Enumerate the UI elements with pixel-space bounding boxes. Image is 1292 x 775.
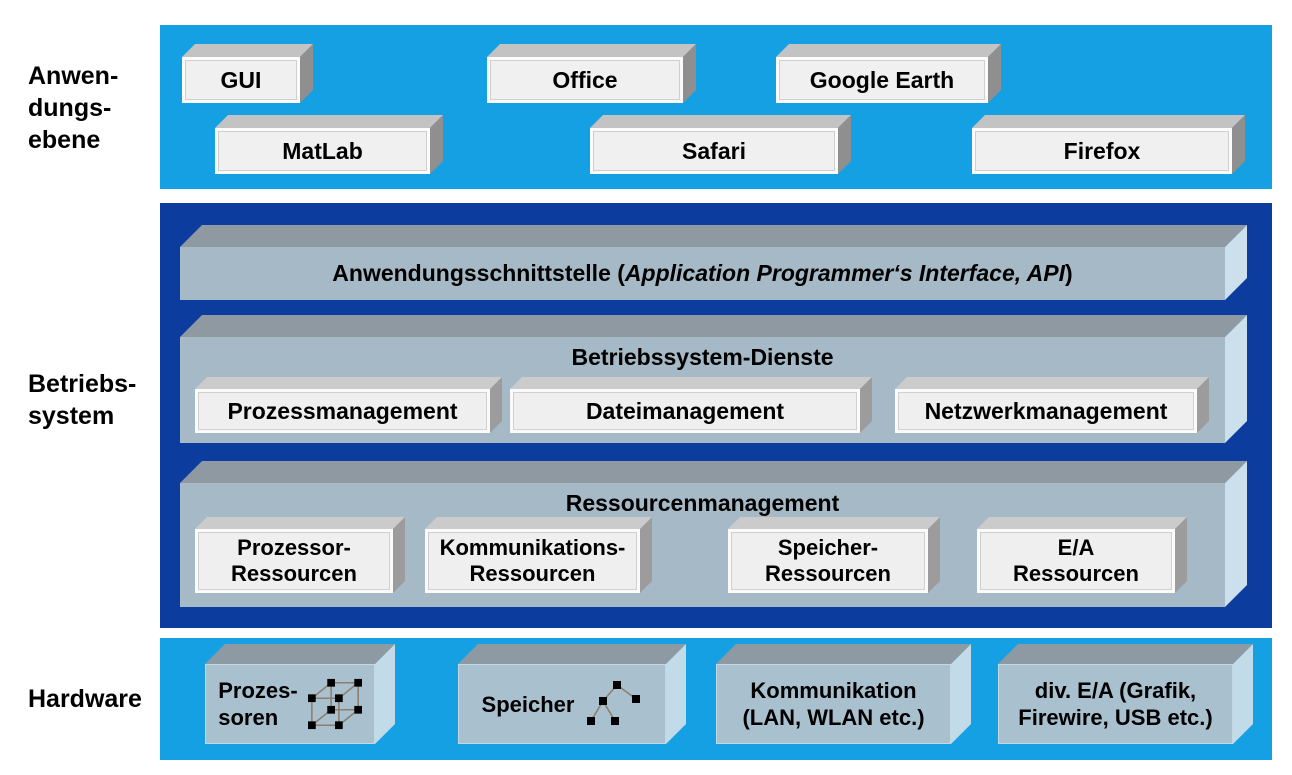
app-box-safari-label: Safari xyxy=(682,137,746,164)
resources-panel-title: Ressourcenmanagement xyxy=(565,490,840,516)
label-application-line2: dungs- xyxy=(28,94,112,122)
hw-box-processors-line2: soren xyxy=(218,705,279,730)
services-panel-title: Betriebssystem-Dienste xyxy=(571,344,834,370)
service-box-network-management xyxy=(895,389,1197,433)
hw-box-memory xyxy=(458,664,666,744)
hw-box-memory-label xyxy=(482,691,575,718)
resource-box-processor xyxy=(195,529,393,593)
hw-box-processors-label xyxy=(218,677,297,731)
hw-box-communication-label xyxy=(742,677,924,731)
label-hardware-layer xyxy=(28,683,142,715)
resource-box-communication xyxy=(425,529,640,593)
app-box-firefox xyxy=(972,128,1232,174)
app-box-google-earth xyxy=(776,57,988,103)
api-bar xyxy=(180,247,1225,300)
app-box-firefox-label: Firefox xyxy=(1063,137,1141,164)
app-box-google-earth-label: Google Earth xyxy=(809,66,955,93)
resources-panel xyxy=(180,483,1225,607)
app-box-matlab xyxy=(215,128,430,174)
service-box-file-management-label: Dateimanagement xyxy=(585,397,785,424)
label-os-line2: system xyxy=(28,402,115,430)
resource-box-io-line1: E/A xyxy=(1057,535,1095,560)
application-layer-band xyxy=(160,25,1272,189)
label-application-line3: ebene xyxy=(28,126,101,154)
service-box-process-management-label: Prozessmanagement xyxy=(227,397,458,424)
hw-box-communication-line2: (LAN, WLAN etc.) xyxy=(742,705,925,730)
os-layer-band xyxy=(160,203,1272,628)
hw-box-io-line1: div. E/A (Grafik, xyxy=(1034,678,1197,703)
resource-box-memory xyxy=(728,529,928,593)
hw-box-communication-line1: Kommunikation xyxy=(750,678,917,703)
label-application-layer xyxy=(28,60,118,156)
tree-icon xyxy=(584,679,642,729)
hw-box-communication xyxy=(716,664,951,744)
label-hardware: Hardware xyxy=(28,685,142,713)
resource-box-processor-line1: Prozessor- xyxy=(237,535,351,560)
resource-box-processor-line2: Ressourcen xyxy=(231,561,357,586)
app-box-office xyxy=(487,57,683,103)
api-bar-label-close: ) xyxy=(1065,260,1073,286)
app-box-safari xyxy=(590,128,838,174)
label-os-layer xyxy=(28,368,136,432)
resource-box-io-line2: Ressourcen xyxy=(1013,561,1139,586)
app-box-office-label: Office xyxy=(552,66,618,93)
service-box-network-management-label: Netzwerkmanagement xyxy=(924,397,1168,424)
app-box-matlab-label: MatLab xyxy=(282,137,363,164)
resource-box-memory-line1: Speicher- xyxy=(777,535,879,560)
api-bar-label-italic: Application Programmer‘s Interface, API xyxy=(624,260,1066,286)
hw-box-memory-line1: Speicher xyxy=(481,691,575,717)
hardware-layer-band xyxy=(160,638,1272,760)
cube-network-icon xyxy=(308,676,362,732)
resource-box-communication-line2: Ressourcen xyxy=(469,561,596,586)
app-box-gui-label: GUI xyxy=(220,66,262,93)
resource-box-memory-line2: Ressourcen xyxy=(765,561,891,586)
resource-box-communication-line1: Kommunikations- xyxy=(439,535,626,560)
app-box-gui xyxy=(182,57,300,103)
service-box-process-management xyxy=(195,389,490,433)
resource-box-io xyxy=(977,529,1175,593)
hw-box-io-line2: Firewire, USB etc.) xyxy=(1018,705,1213,730)
services-panel xyxy=(180,337,1225,443)
api-bar-label-regular: Anwendungsschnittstelle ( xyxy=(332,260,625,286)
api-bar-label xyxy=(332,260,1072,287)
hw-box-processors-line1: Prozes- xyxy=(218,678,298,703)
hw-box-processors xyxy=(205,664,375,744)
label-os-line1: Betriebs- xyxy=(28,370,137,398)
label-application-line1: Anwen- xyxy=(28,62,119,90)
service-box-file-management xyxy=(510,389,860,433)
hw-box-io xyxy=(998,664,1233,744)
hw-box-io-label xyxy=(1018,677,1212,731)
